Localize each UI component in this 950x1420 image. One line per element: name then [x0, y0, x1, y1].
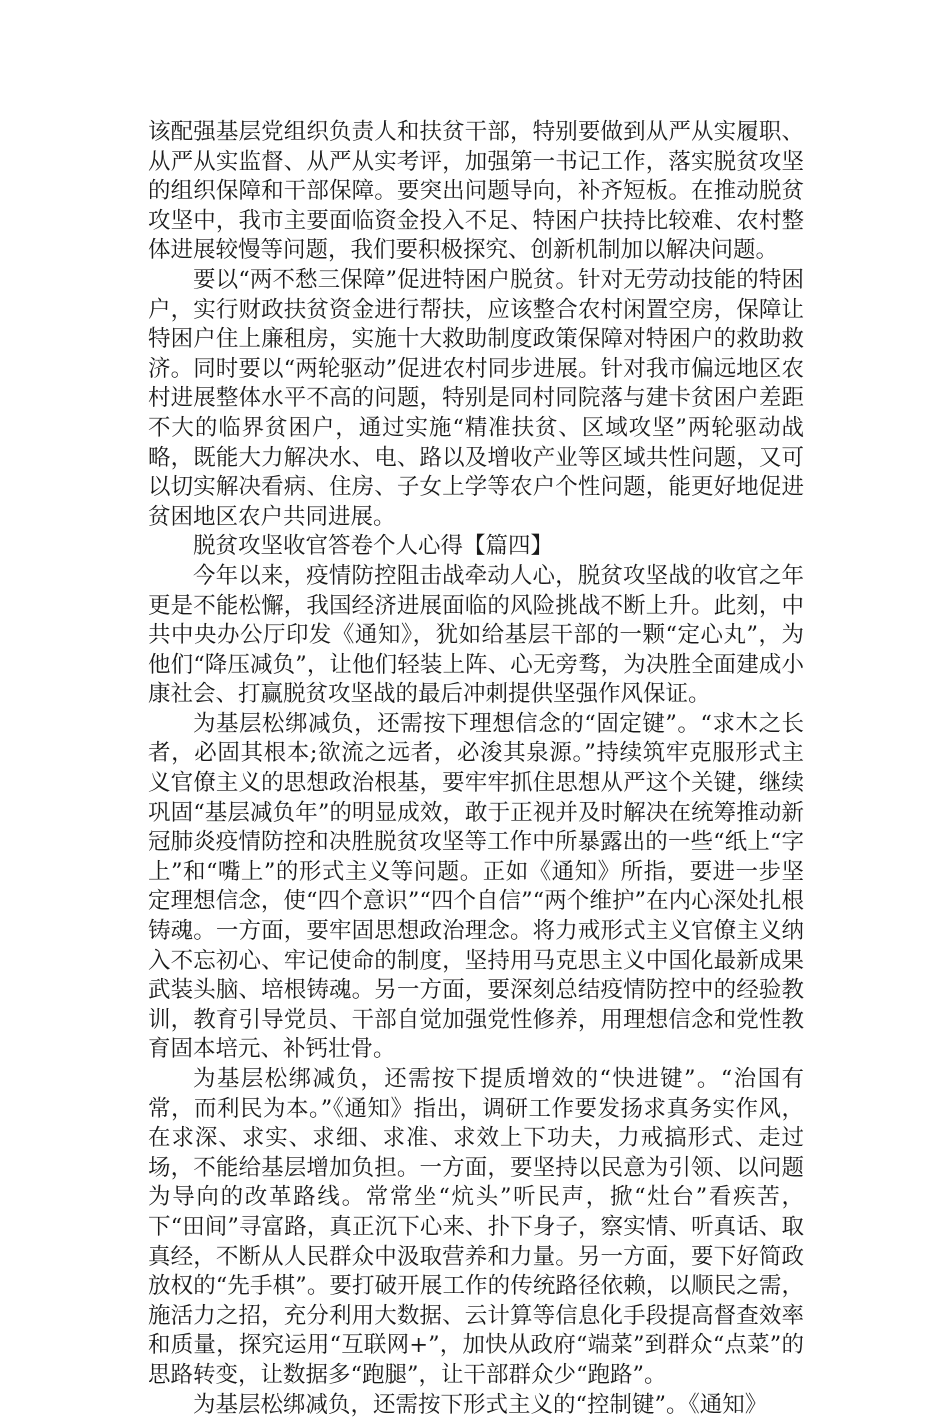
paragraph: 为基层松绑减负，还需按下形式主义的“控制键”。《通知》 [193, 1391, 768, 1418]
paragraph: 今年以来，疫情防控阻击战牵动人心，脱贫攻坚战的收官之年更是不能松懈，我国经济进展面临的风险挑战不断上升。此刻，中共中央办公厅印发《通知》，犹如给基层干部的一颗“定心丸”，为他们“降压减负”，让他们轻装上阵、心无旁骛，为决胜全面建成小康社会、打赢脱贫攻坚战的最后冲刺提供坚强作风保证。 [148, 562, 804, 708]
document-body [148, 118, 804, 1420]
paragraph: 为基层松绑减负，还需按下理想信念的“固定键”。“求木之长者，必固其根本;欲流之远者，必浚其泉源。”持续筑牢克服形式主义官僚主义的思想政治根基，要牢牢抓住思想从严这个关键，继续巩固“基层减负年”的明显成效，敢于正视并及时解决在统筹推动新冠肺炎疫情防控和决胜脱贫攻坚等工作中所暴露出的一些“纸上“字上”和“嘴上”的形式主义等问题。正如《通知》所指，要进一步坚定理想信念，使“四个意识”“四个自信”“两个维护”在内心深处扎根铸魂。一方面，要牢固思想政治理念。将力戒形式主义官僚主义纳入不忘初心、牢记使命的制度，坚持用马克思主义中国化最新成果武装头脑、培根铸魂。另一方面，要深刻总结疫情防控中的经验教训，教育引导党员、干部自觉加强党性修养，用理想信念和党性教育固本培元、补钙壮骨。 [148, 710, 804, 1063]
paragraph: 要以“两不愁三保障”促进特困户脱贫。针对无劳动技能的特困户，实行财政扶贫资金进行帮扶，应该整合农村闲置空房，保障让特困户住上廉租房，实施十大救助制度政策保障对特困户的救助救济。同时要以“两轮驱动”促进农村同步进展。针对我市偏远地区农村进展整体水平不高的问题，特别是同村同院落与建卡贫困户差距不大的临界贫困户，通过实施“精准扶贫、区域攻坚”两轮驱动战略，既能大力解决水、电、路以及增收产业等区域共性问题，又可以切实解决看病、住房、子女上学等农户个性问题，能更好地促进贫困地区农户共同进展。 [148, 266, 804, 530]
paragraph: 为基层松绑减负，还需按下提质增效的“快进键”。“治国有常，而利民为本。”《通知》指出，调研工作要发扬求真务实作风，在求深、求实、求细、求准、求效上下功夫，力戒搞形式、走过场，不能给基层增加负担。一方面，要坚持以民意为引领、以问题为导向的改革路线。常常坐“炕头”听民声，掀“灶台”看疾苦，下“田间”寻富路，真正沉下心来、扑下身子，察实情、听真话、取真经，不断从人民群众中汲取营养和力量。另一方面，要下好简政放权的“先手棋”。要打破开展工作的传统路径依赖，以顺民之需，施活力之招，充分利用大数据、云计算等信息化手段提高督查效率和质量，探究运用“互联网+”，加快从政府“端菜”到群众“点菜”的思路转变，让数据多“跑腿”，让干部群众少“跑路”。 [148, 1066, 804, 1388]
paragraph: 该配强基层党组织负责人和扶贫干部，特别要做到从严从实履职、从严从实监督、从严从实考评，加强第一书记工作，落实脱贫攻坚的组织保障和干部保障。要突出问题导向，补齐短板。在推动脱贫攻坚中，我市主要面临资金投入不足、特困户扶持比较难、农村整体进展较慢等问题，我们要积极探究、创新机制加以解决问题。 [148, 119, 804, 264]
section-heading: 脱贫攻坚收官答卷个人心得【篇四】 [193, 533, 554, 560]
